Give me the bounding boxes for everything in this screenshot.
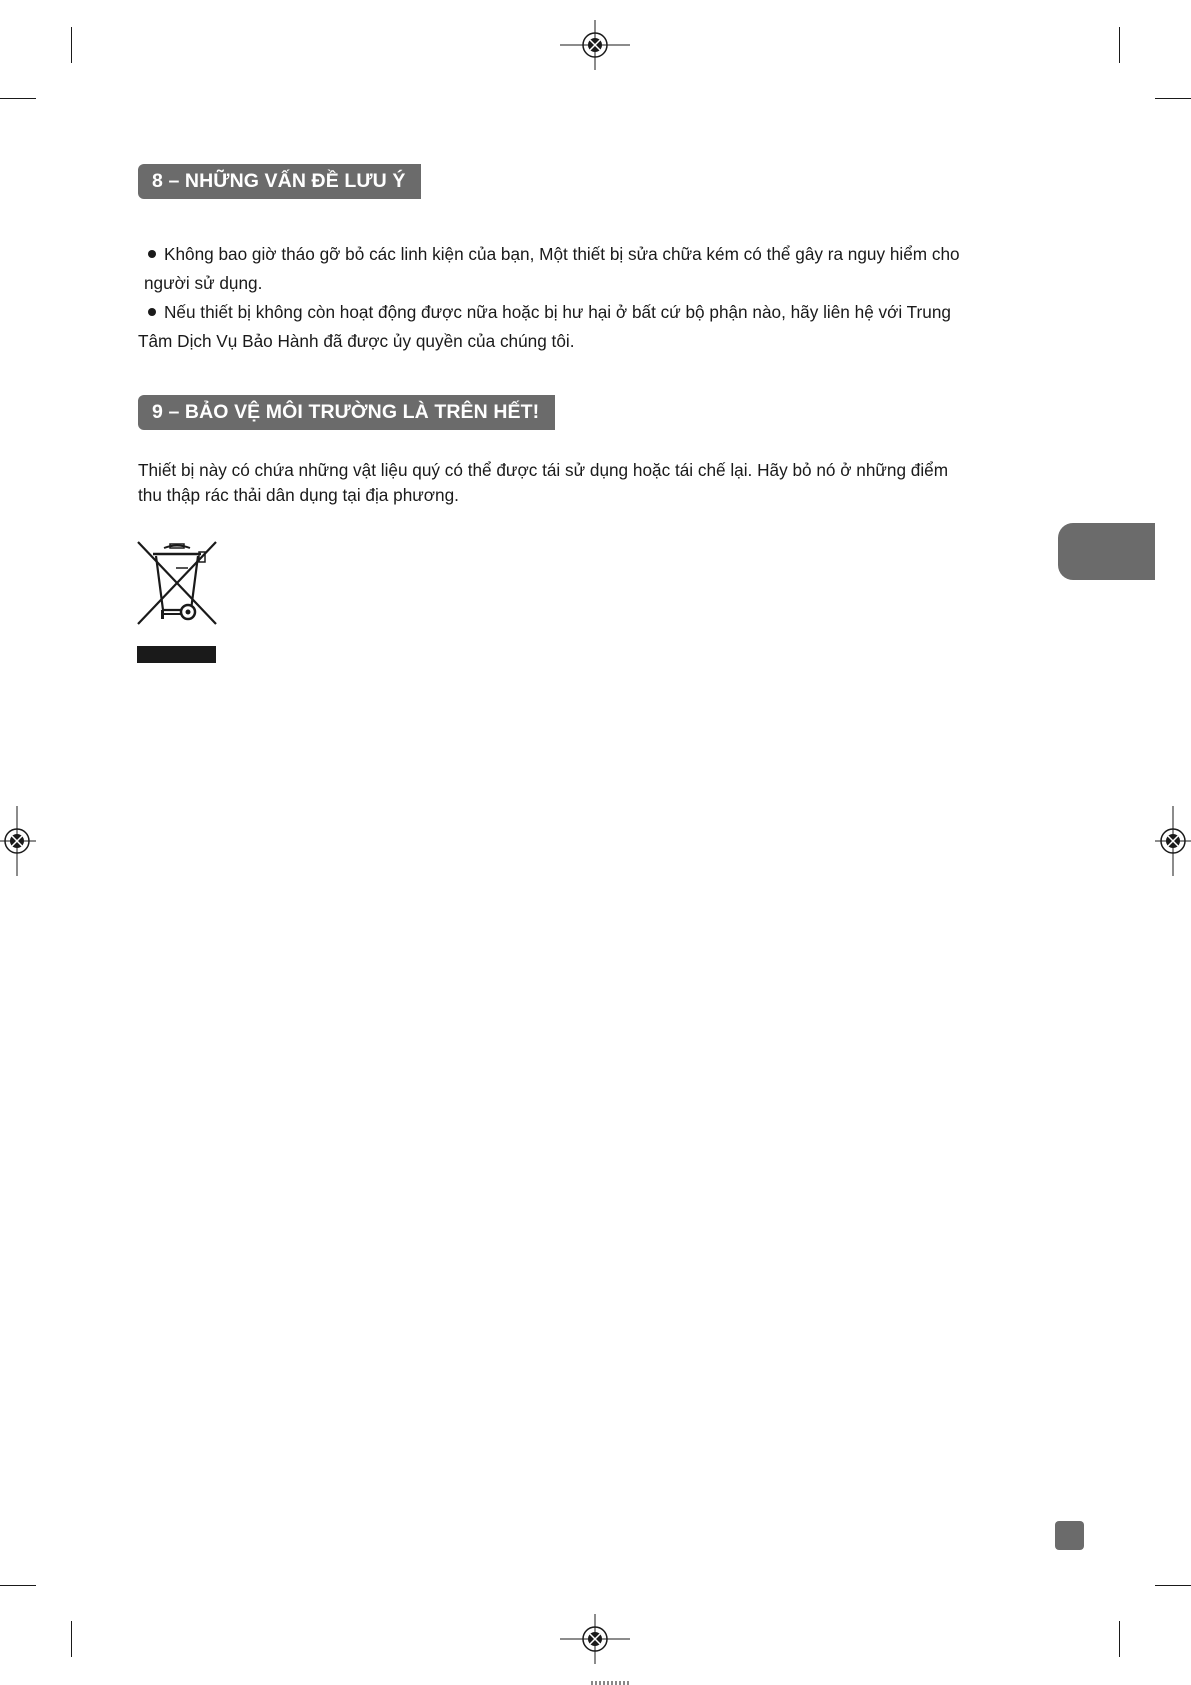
crop-mark	[0, 98, 36, 99]
page-number-box	[1055, 1521, 1084, 1550]
registration-mark-icon	[0, 806, 40, 876]
print-strip	[591, 1681, 631, 1685]
registration-mark-icon	[1151, 806, 1191, 876]
bullet-item: Nếu thiết bị không còn hoạt động được nữa hoặc bị hư hại ở bất cứ bộ phận nào, hãy liên hệ với Trung	[138, 298, 1068, 327]
crossed-out-wheelie-bin-icon	[136, 540, 218, 626]
weee-underline-bar	[137, 646, 216, 663]
crop-mark	[1155, 1585, 1191, 1586]
crop-mark	[1119, 1621, 1120, 1657]
bullet-continuation: người sử dụng.	[144, 273, 263, 293]
paragraph-line: thu thập rác thải dân dụng tại địa phương.	[138, 485, 459, 505]
crop-mark	[71, 1621, 72, 1657]
section-8-heading: 8 – NHỮNG VẤN ĐỀ LƯU Ý	[138, 164, 421, 199]
paragraph-line: Thiết bị này có chứa những vật liệu quý có thể được tái sử dụng hoặc tái chế lại. Hãy bỏ nó ở những điểm	[138, 460, 949, 480]
section-9-heading: 9 – BẢO VỆ MÔI TRƯỜNG LÀ TRÊN HẾT!	[138, 395, 555, 430]
chapter-tab	[1058, 523, 1155, 580]
crop-mark	[1155, 98, 1191, 99]
crop-mark	[0, 1585, 36, 1586]
registration-mark-icon	[560, 1604, 630, 1674]
crop-mark	[1119, 27, 1120, 63]
bullet-item: Không bao giờ tháo gỡ bỏ các linh kiện của bạn, Một thiết bị sửa chữa kém có thể gây ra nguy hiểm cho	[138, 240, 1068, 269]
section-8-body	[138, 240, 1068, 356]
crop-mark	[71, 27, 72, 63]
bullet-continuation: Tâm Dịch Vụ Bảo Hành đã được ủy quyền của chúng tôi.	[138, 331, 575, 351]
section-9-body	[138, 458, 1068, 508]
registration-mark-icon	[560, 10, 630, 80]
